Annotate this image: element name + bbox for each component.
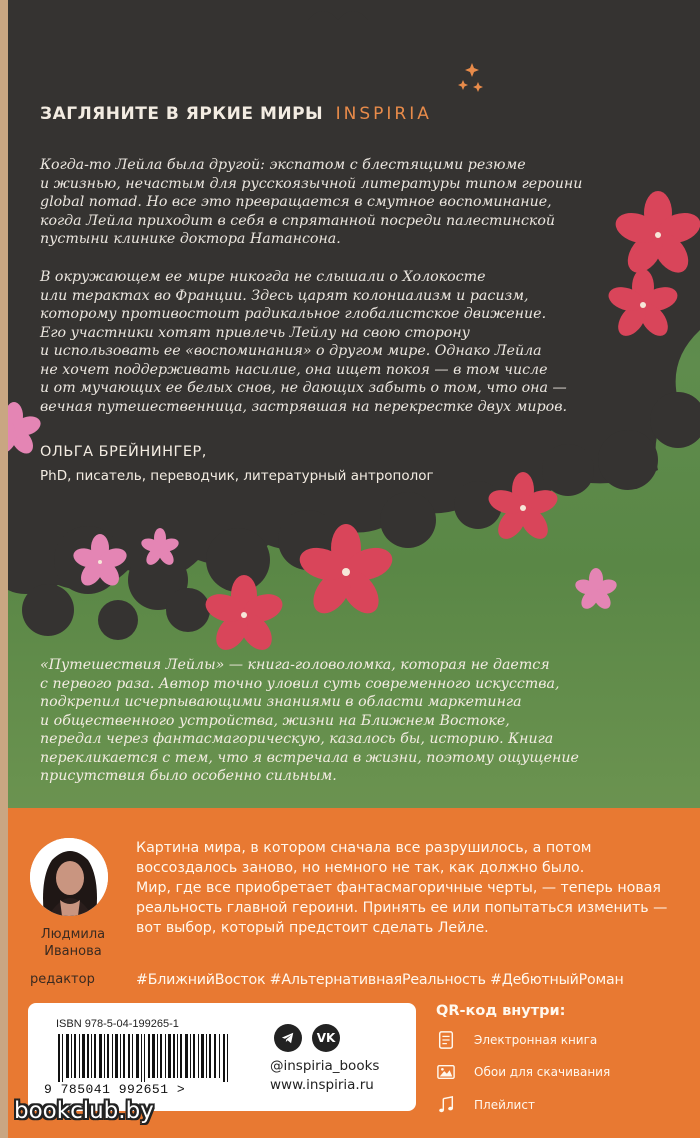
barcode-digits: 9 785041 992651 > (44, 1082, 186, 1097)
editor-name (28, 926, 118, 960)
website-url: www.inspiria.ru (270, 1077, 374, 1093)
book-back-cover (8, 0, 700, 1138)
text-line: и жизнью, нечастым для русскоязычной литературы типом героини (40, 175, 583, 192)
text-line: и от мучающих ее белых снов, не дающих забыть о том, что она — (40, 380, 567, 396)
text-line: Мир, где все приобретает фантасмагоричные черты, — теперь новая (136, 880, 661, 896)
text-line: не хочет поддерживать насилие, она ищет покоя — в том числе (40, 361, 548, 378)
text-line: перекликается с тем, что я встречала в жизни, поэтому ощущение (40, 749, 579, 766)
author-description: PhD, писатель, переводчик, литературный антрополог (40, 468, 434, 484)
isbn-label: ISBN 978-5-04-199265-1 (56, 1018, 179, 1030)
review-quote (40, 656, 630, 786)
text-line: «Путешествия Лейлы» — книга-головоломка, которая не дается (40, 657, 550, 673)
editor-last-name: Иванова (44, 944, 102, 959)
watermark-text: bookclub.by (14, 1098, 154, 1124)
qr-item-ebook (436, 1030, 597, 1050)
text-line: вот выбор, который предстоит сделать Лейле. (136, 920, 489, 936)
blurb-paragraph-1 (40, 156, 620, 249)
text-line: Когда-то Лейла была другой: экспатом с блестящими резюме (40, 157, 526, 173)
text-line: пустыни клинике доктора Натансона. (40, 231, 341, 247)
qr-item-label: Электронная книга (474, 1033, 598, 1047)
qr-item-label: Плейлист (474, 1098, 535, 1112)
qr-title: QR-код внутри: (436, 1003, 566, 1019)
text-line: и общественного устройства, жизни на Ближнем Востоке, (40, 712, 510, 729)
qr-item-label: Обои для скачивания (474, 1065, 611, 1079)
text-line: воссоздалось заново, но немного не так, как должно было. (136, 860, 585, 876)
editor-role: редактор (30, 972, 95, 987)
editor-avatar (30, 838, 108, 916)
blurb-paragraph-2 (40, 268, 620, 416)
telegram-icon[interactable] (274, 1024, 302, 1052)
ebook-icon (436, 1030, 456, 1050)
social-handle: @inspiria_books (270, 1058, 380, 1074)
text-line: Картина мира, в котором сначала все разрушилось, а потом (136, 840, 592, 856)
editor-quote (136, 838, 696, 938)
author-name: ОЛЬГА БРЕЙНИНГЕР, (40, 444, 207, 460)
hashtags: #БлижнийВосток #АльтернативнаяРеальность #ДебютныйРоман (136, 972, 624, 988)
qr-item-wallpaper (436, 1062, 610, 1082)
text-line: В окружающем ее мире никогда не слышали о Холокосте (40, 269, 486, 285)
header-title: ЗАГЛЯНИТЕ В ЯРКИЕ МИРЫ (40, 104, 324, 124)
text-line: которому противостоит радикальное глобалистское движение. (40, 306, 547, 322)
header (40, 104, 432, 124)
music-note-icon (436, 1095, 456, 1115)
text-line: и использовать ее «воспоминания» о другом мире. Однако Лейла (40, 343, 542, 359)
text-line: присутствия было особенно сильным. (40, 768, 337, 784)
wallpaper-icon (436, 1062, 456, 1082)
text-line: реальность главной героини. Принять ее или попытаться изменить — (136, 900, 668, 916)
editor-first-name: Людмила (40, 927, 106, 942)
brand-name: INSPIRIA (335, 104, 432, 124)
text-line: вечная путешественница, застрявшая на перекрестке двух миров. (40, 398, 567, 415)
barcode-image (56, 1034, 232, 1082)
text-line: передал через фантасмагорическую, казалось бы, историю. Книга (40, 731, 554, 747)
text-line: когда Лейла приходит в себя в спрятанной посреди палестинской (40, 212, 556, 229)
vk-icon[interactable]: VK (312, 1024, 340, 1052)
text-line: или терактах во Франции. Здесь царят колониализм и расизм, (40, 287, 529, 304)
qr-item-playlist (436, 1095, 535, 1115)
text-line: с первого раза. Автор точно уловил суть современного искусства, (40, 675, 560, 692)
text-line: Его участники хотят привлечь Лейлу на свою сторону (40, 324, 470, 341)
text-line: global nomad. Но все это превращается в смутное воспоминание, (40, 194, 552, 210)
text-line: подкрепил исчерпывающими знаниями в области маркетинга (40, 694, 522, 710)
